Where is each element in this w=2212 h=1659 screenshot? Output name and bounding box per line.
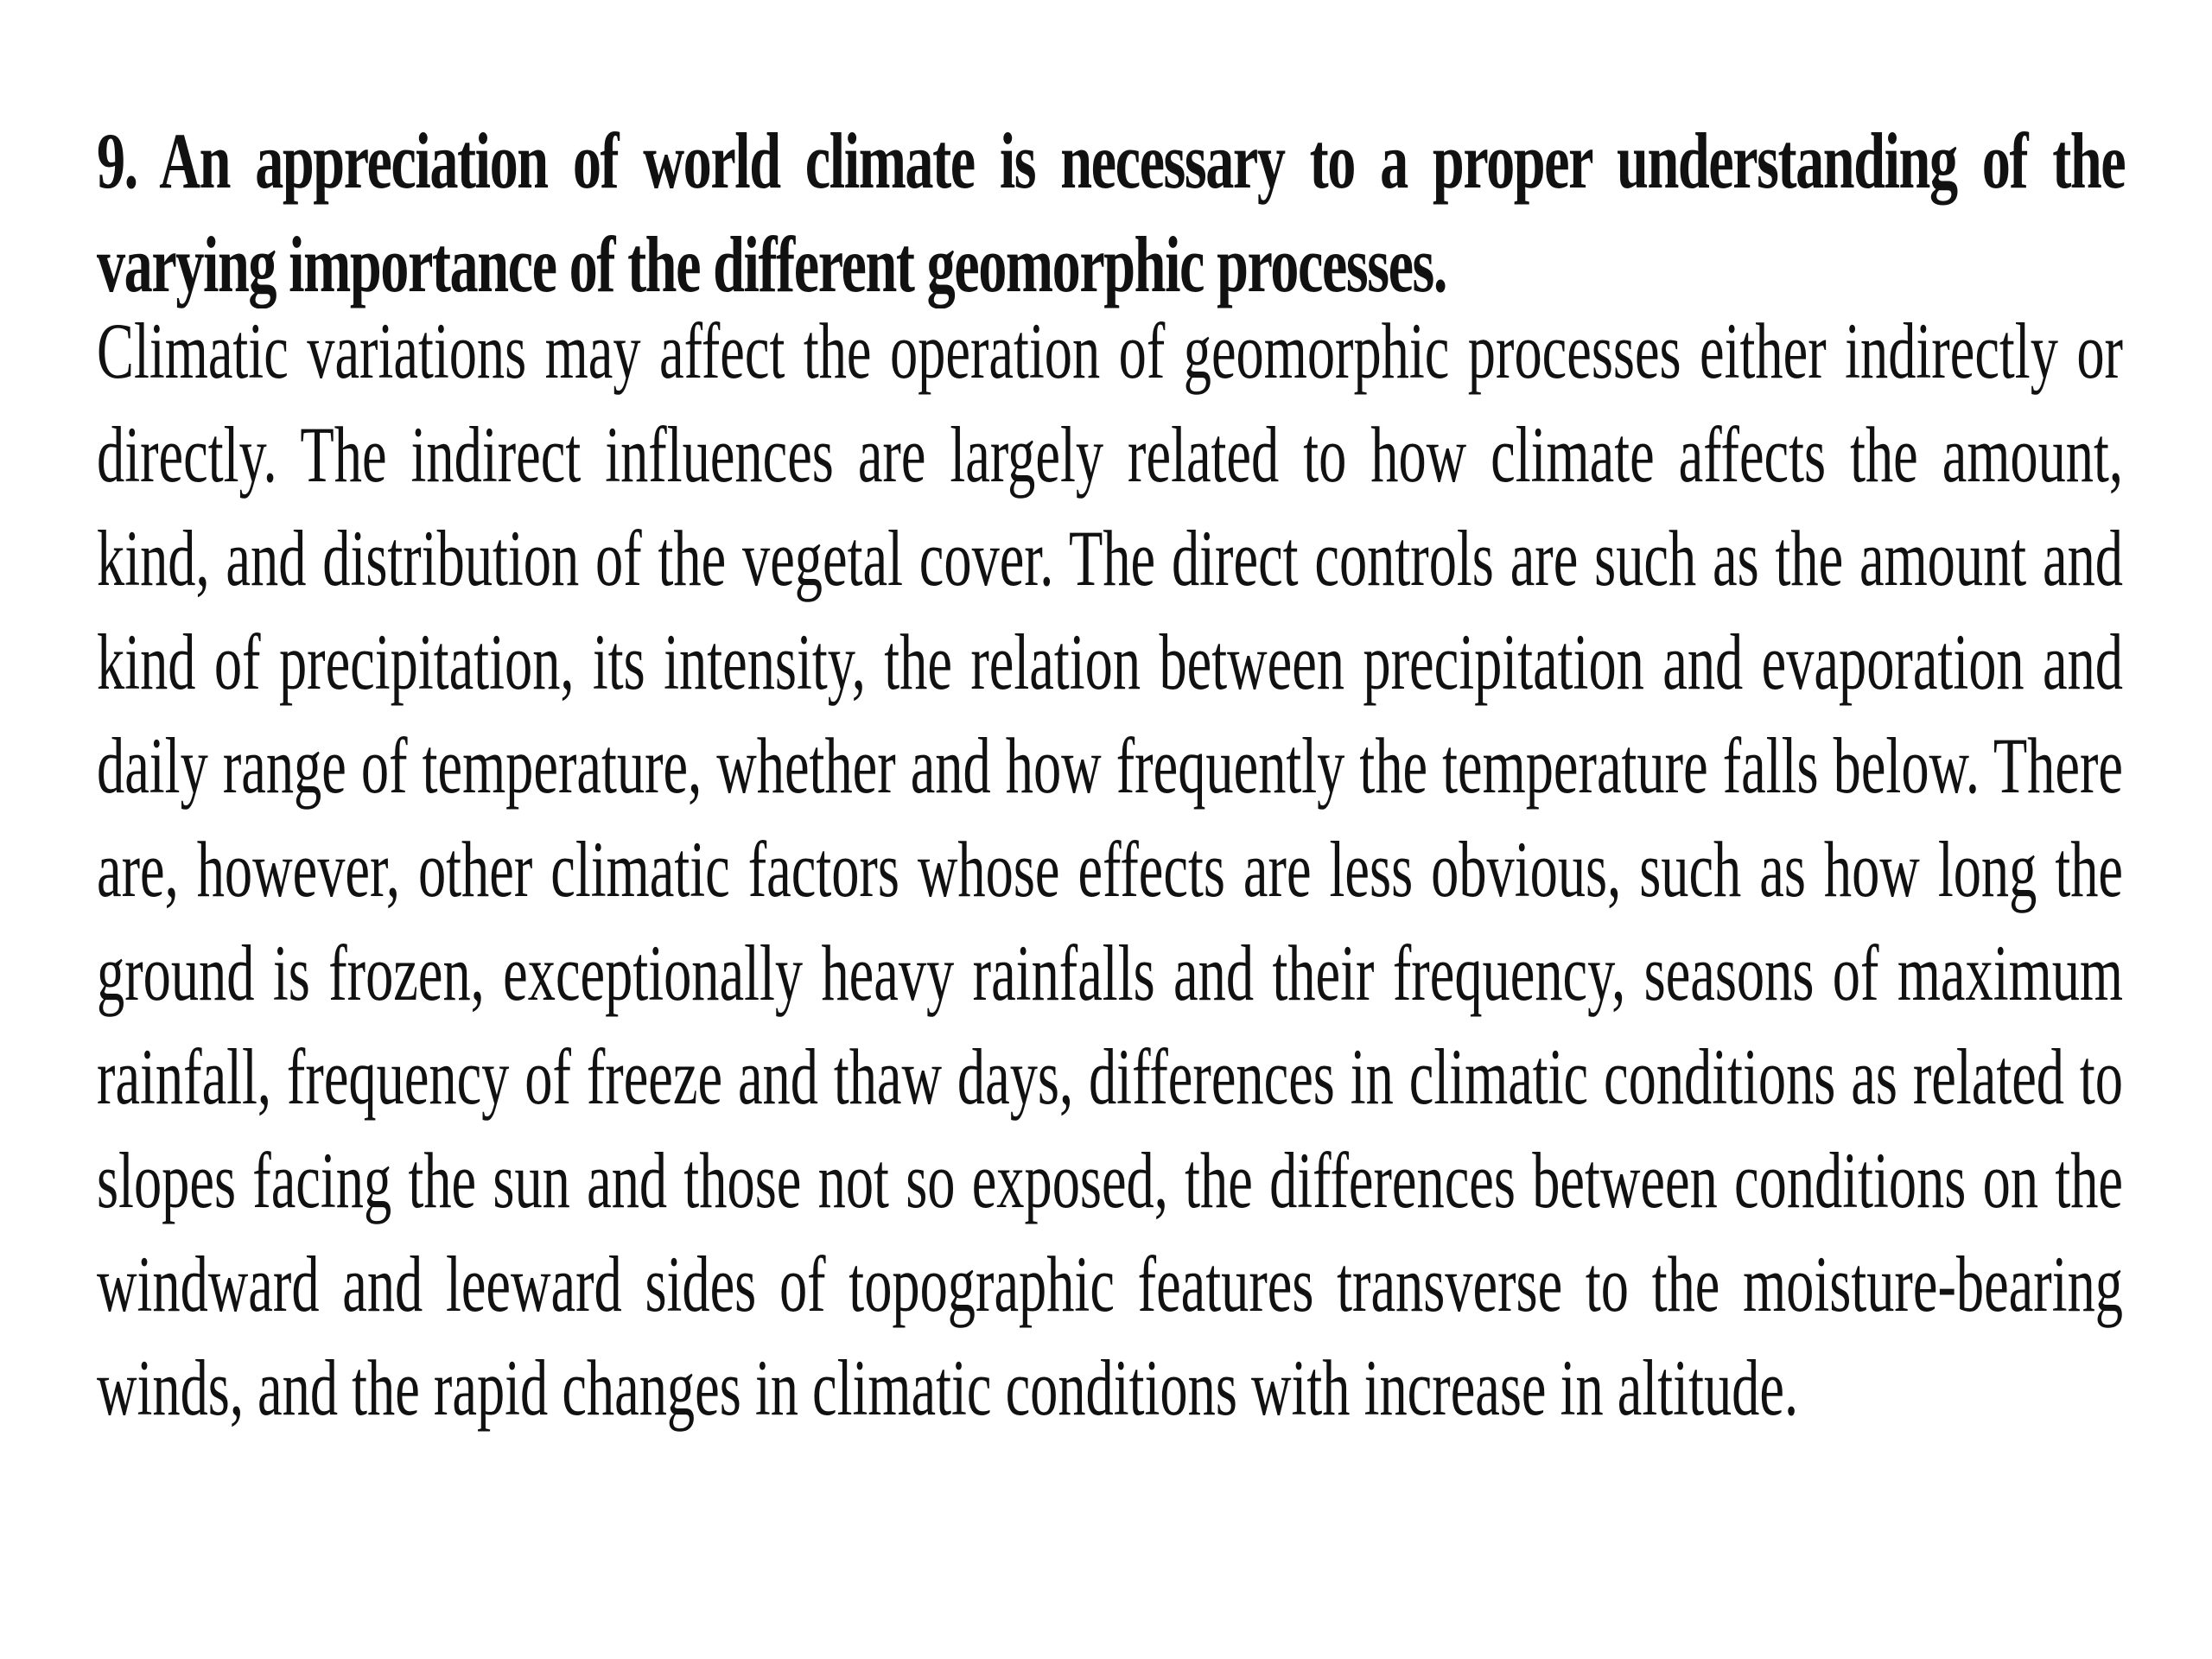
document-page — [97, 109, 2126, 1440]
section-paragraph: Climatic variations may affect the operation of geomorphic processes either indirectly or directly. The indirect influences are largely related to how climate affects the amount, kind, and distribution of the vegetal cover. The direct controls are such as the amount and kind of precipitation, its intensity, the relation between precipitation and evaporation and daily range of temperature, whether and how frequently the temperature falls below. There are, however, other climatic factors whose effects are less obvious, such as how long the ground is frozen, exceptionally heavy rainfalls and their frequency, seasons of maximum rainfall, frequency of freeze and thaw days, differences in climatic conditions as related to slopes facing the sun and those not so exposed, the differences between conditions on the windward and leeward sides of topographic features transverse to the moisture-bearing winds, and the rapid changes in climatic conditions with increase in altitude. — [97, 307, 2123, 1432]
section-heading: 9. An appreciation of world climate is necessary to a proper understanding of the varying importance of the different geomorphic processes. — [97, 117, 2126, 308]
